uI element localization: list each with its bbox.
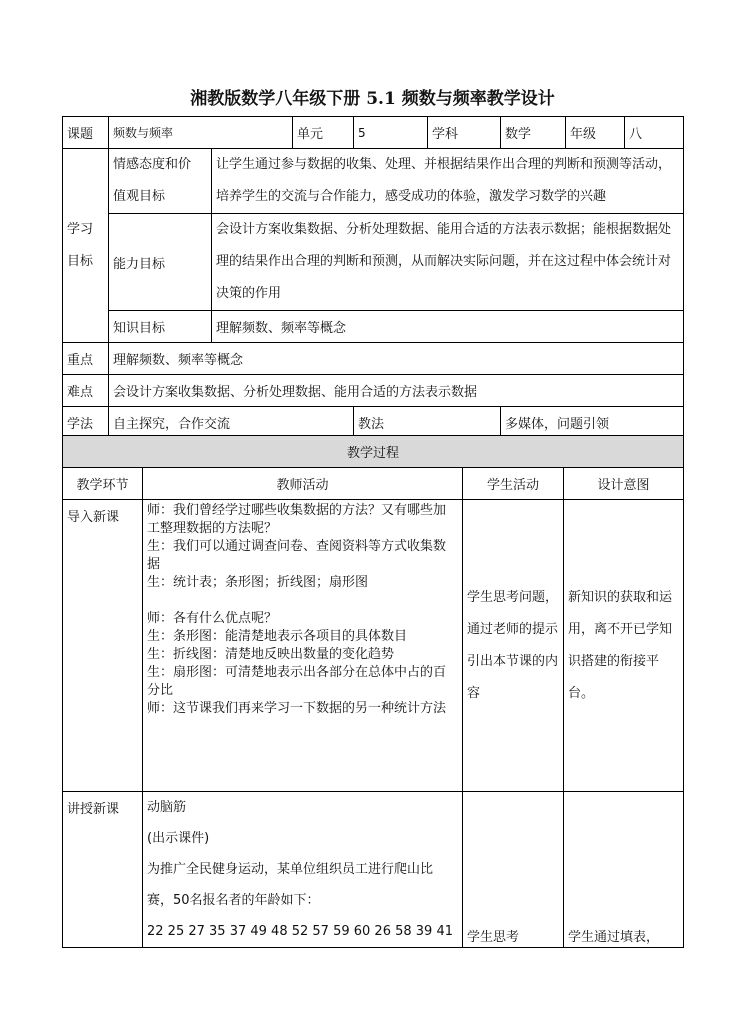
- design-intent-intro: 新知识的获取和运用，离不开已学知识搭建的衔接平台。: [564, 500, 684, 792]
- unit-value: 5: [354, 117, 428, 149]
- teacher-activity-new-lesson: 动脑筋 (出示课件) 为推广全民健身运动，某单位组织员工进行爬山比赛，50名报名者的年龄如下： 22 25 27 35 37 49 48 52 57 59 60 26 58 39 41: [143, 792, 463, 948]
- knowledge-goal-text: 理解频数、频率等概念: [212, 311, 684, 343]
- topic-label: 课题: [63, 117, 109, 149]
- design-intent-new-lesson: 学生通过填表，: [564, 792, 684, 948]
- process-table: [62, 435, 684, 948]
- teacher-activity-intro: 师：我们曾经学过哪些收集数据的方法？又有哪些加工整理数据的方法呢？ 生：我们可以通过调查问卷、查阅资料等方式收集数据 生：统计表；条形图；折线图；扇形图 师：各有什么优点呢？ 生：条形图：能清楚地表示各项目的具体数目 生：折线图：清楚地反映出数量的变化趋势 生：扇形图：可清楚地表示出各部分在总体中占的百分比 师：这节课我们再来学习一下数据的另一种统计方法: [143, 500, 463, 792]
- student-activity-new-lesson: 学生思考: [463, 792, 564, 948]
- teaching-method-label: 教法: [354, 407, 501, 438]
- subject-label: 学科: [428, 117, 501, 149]
- column-header-stage: 教学环节: [63, 468, 143, 500]
- emotion-goal-label: 情感态度和价 值观目标: [109, 149, 212, 214]
- column-header-intent: 设计意图: [564, 468, 684, 500]
- key-point-label: 重点: [63, 343, 109, 375]
- key-point-text: 理解频数、频率等概念: [109, 343, 684, 375]
- column-header-student: 学生活动: [463, 468, 564, 500]
- column-header-teacher: 教师活动: [143, 468, 463, 500]
- stage-new-lesson: 讲授新课: [63, 792, 143, 948]
- subject-value: 数学: [501, 117, 566, 149]
- learning-goals-label: 学习 目标: [63, 149, 109, 343]
- learning-method-value: 自主探究，合作交流: [109, 407, 354, 438]
- document-title: 湘教版数学八年级下册 5.1 频数与频率教学设计: [190, 89, 555, 109]
- ability-goal-text: 会设计方案收集数据、分析处理数据、能用合适的方法表示数据；能根据数据处理的结果作出合理的判断和预测，从而解决实际问题，并在这过程中体会统计对决策的作用: [212, 214, 684, 311]
- knowledge-goal-label: 知识目标: [109, 311, 212, 343]
- emotion-goal-text: 让学生通过参与数据的收集、处理、并根据结果作出合理的判断和预测等活动，培养学生的交流与合作能力，感受成功的体验，激发学习数学的兴趣: [212, 149, 684, 214]
- process-header: 教学过程: [63, 436, 684, 468]
- difficulty-text: 会设计方案收集数据、分析处理数据、能用合适的方法表示数据: [109, 375, 684, 407]
- grade-value: 八: [625, 117, 684, 149]
- unit-label: 单元: [293, 117, 354, 149]
- student-activity-intro: 学生思考问题，通过老师的提示引出本节课的内容: [463, 500, 564, 792]
- teaching-method-value: 多媒体，问题引领: [501, 407, 684, 438]
- topic-value: 频数与频率: [109, 117, 293, 149]
- learning-method-label: 学法: [63, 407, 109, 438]
- difficulty-label: 难点: [63, 375, 109, 407]
- ability-goal-label: 能力目标: [109, 214, 212, 311]
- info-table: [62, 116, 684, 438]
- grade-label: 年级: [566, 117, 625, 149]
- stage-intro: 导入新课: [63, 500, 143, 792]
